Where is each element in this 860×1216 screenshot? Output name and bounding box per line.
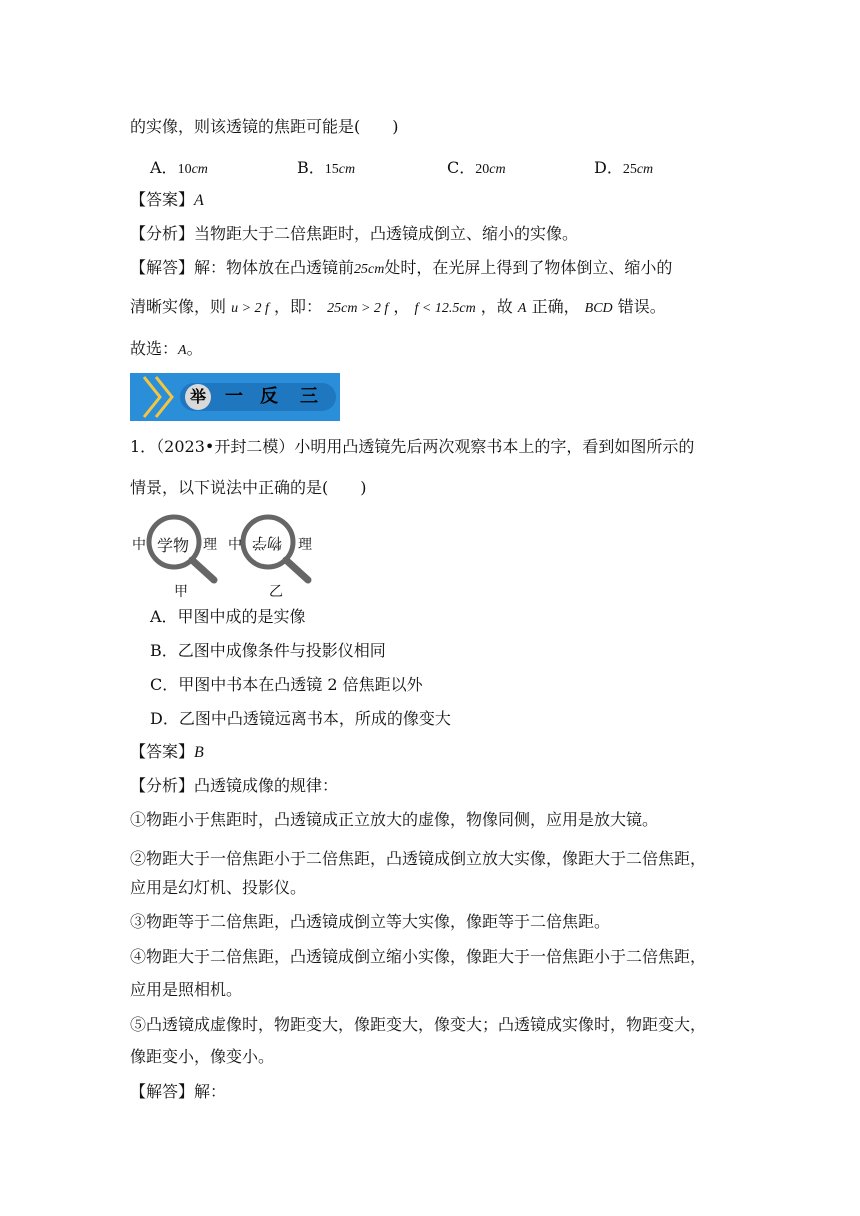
choose-line: 故选：A。 [130, 339, 203, 358]
rule-line-3: 应用是幻灯机、投影仪。 [130, 878, 307, 897]
rule-line-5: ④物距大于二倍焦距，凸透镜成倒立缩小实像，像距大于一倍焦距小于二倍焦距， [130, 947, 707, 966]
answer-line: 【答案】A [130, 190, 204, 209]
magnifier-figure [130, 512, 320, 602]
rule-line-7: ⑤凸透镜成虚像时，物距变大，像距变大，像变大；凸透镜成实像时，物距变大， [130, 1015, 707, 1034]
solution-line-1: 【解答】解：物体放在凸透镜前25cm处时，在光屏上得到了物体倒立、缩小的 [130, 258, 673, 277]
question-stem-tail: 的实像，则该透镜的焦距可能是( ) [130, 117, 399, 136]
q1-answer-line: 【答案】B [130, 742, 204, 761]
fig-lens1-text: 学物 [157, 536, 190, 555]
section-banner [130, 373, 340, 421]
banner-char-2: 一 [225, 386, 243, 407]
banner-char-3: 反 [260, 386, 278, 407]
option-b: B．15cm [297, 158, 356, 177]
rule-line-4: ③物距等于二倍焦距，凸透镜成倒立等大实像，像距等于二倍焦距。 [130, 912, 611, 931]
fig-caption-2: 乙 [269, 584, 283, 600]
q1-analysis-line: 【分析】凸透镜成像的规律： [130, 776, 339, 795]
q1-option-d: D．乙图中凸透镜远离书本，所成的像变大 [150, 709, 451, 728]
banner-char-4: 三 [300, 386, 318, 407]
q1-solution-line: 【解答】解： [130, 1082, 227, 1101]
rule-line-8: 像距变小，像变小。 [130, 1047, 275, 1066]
fig-right-prefix: 中 [228, 537, 242, 553]
rule-line-1: ①物距小于焦距时，凸透镜成正立放大的虚像，物像同侧，应用是放大镜。 [130, 810, 659, 829]
fig-left-suffix: 理 [203, 537, 217, 553]
q1-stem-line-1: 1．（2023•开封二模）小明用凸透镜先后两次观察书本上的字，看到如图所示的 [130, 437, 695, 456]
option-d: D．25cm [594, 158, 654, 177]
rule-line-6: 应用是照相机。 [130, 980, 243, 999]
q1-option-a: A．甲图中成的是实像 [150, 607, 306, 626]
fig-lens2-text: 物学 [252, 534, 283, 552]
q1-option-c: C．甲图中书本在凸透镜 2 倍焦距以外 [150, 675, 423, 694]
banner-char-1: 举 [185, 384, 211, 410]
rule-line-2: ②物距大于一倍焦距小于二倍焦距，凸透镜成倒立放大实像，像距大于二倍焦距， [130, 849, 707, 868]
q1-option-b: B．乙图中成像条件与投影仪相同 [150, 641, 386, 660]
analysis-line: 【分析】当物距大于二倍焦距时，凸透镜成倒立、缩小的实像。 [130, 224, 579, 243]
fig-left-prefix: 中 [132, 537, 146, 553]
option-a: A．10cm [150, 158, 208, 177]
solution-line-2: 清晰实像，则 u > 2 f ，即： 25cm > 2 f ， f < 12.5cm ，故 A 正确， BCD 错误。 [130, 297, 666, 316]
fig-caption-1: 甲 [174, 584, 188, 600]
q1-stem-line-2: 情景，以下说法中正确的是( ) [130, 478, 367, 497]
fig-right-suffix: 理 [298, 537, 312, 553]
option-c: C．20cm [447, 158, 506, 177]
